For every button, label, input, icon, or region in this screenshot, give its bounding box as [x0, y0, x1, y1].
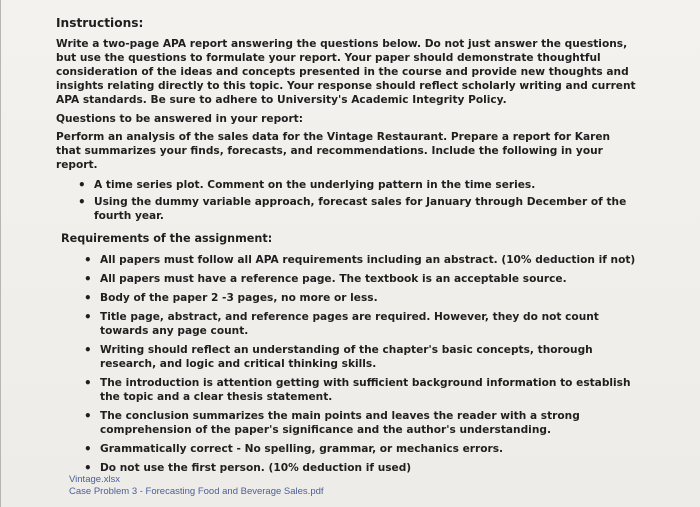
- list-item: • The conclusion summarizes the main points and leaves the reader with a strong comprehension of the paper's significance and the author's understanding.: [84, 409, 636, 437]
- instructions-heading: Instructions:: [56, 16, 144, 30]
- analysis-paragraph: Perform an analysis of the sales data for the Vintage Restaurant. Prepare a report for Karen that summarizes your finds, forecasts, and recommendations. Include the following in your report.: [56, 131, 611, 171]
- intro-paragraph: Write a two-page APA report answering the questions below. Do not just answer the questions, but use the questions to formulate your report. Your paper should demonstrate thoughtful consideration of the ideas and concepts presented in the course and provide new thoughts and insights relating directly to this topic. Your response should reflect scholarly writing and current APA standards. Be sure to adhere to University's Academic Integrity Policy.: [56, 38, 636, 106]
- list-item: • Using the dummy variable approach, forecast sales for January through December of the fourth year.: [78, 195, 636, 223]
- requirements-heading: Requirements of the assignment:: [61, 232, 273, 245]
- analysis-list: [78, 178, 636, 223]
- list-item: • Title page, abstract, and reference pages are required. However, they do not count towards any page count.: [84, 310, 636, 338]
- list-item: • All papers must follow all APA requirements including an abstract. (10% deduction if not): [84, 253, 636, 267]
- questions-label: Questions to be answered in your report:: [56, 113, 303, 125]
- instructions-content: [56, 16, 636, 480]
- list-item: • Writing should reflect an understanding of the chapter's basic concepts, thorough research, and logic and critical thinking skills.: [84, 343, 636, 371]
- requirements-list: [84, 253, 636, 475]
- list-item: • Grammatically correct - No spelling, grammar, or mechanics errors.: [84, 442, 636, 456]
- list-item: • Body of the paper 2 -3 pages, no more or less.: [84, 291, 636, 305]
- list-item: • A time series plot. Comment on the underlying pattern in the time series.: [78, 178, 636, 192]
- attachment-link-vintage-xlsx[interactable]: Vintage.xlsx: [69, 474, 121, 485]
- list-item: • All papers must have a reference page. The textbook is an acceptable source.: [84, 272, 636, 286]
- attachments-list: [69, 474, 324, 498]
- attachment-link-case-problem-pdf[interactable]: Case Problem 3 - Forecasting Food and Beverage Sales.pdf: [69, 486, 324, 497]
- list-item: • The introduction is attention getting with sufficient background information to establish the topic and a clear thesis statement.: [84, 376, 636, 404]
- list-item: • Do not use the first person. (10% deduction if used): [84, 461, 636, 475]
